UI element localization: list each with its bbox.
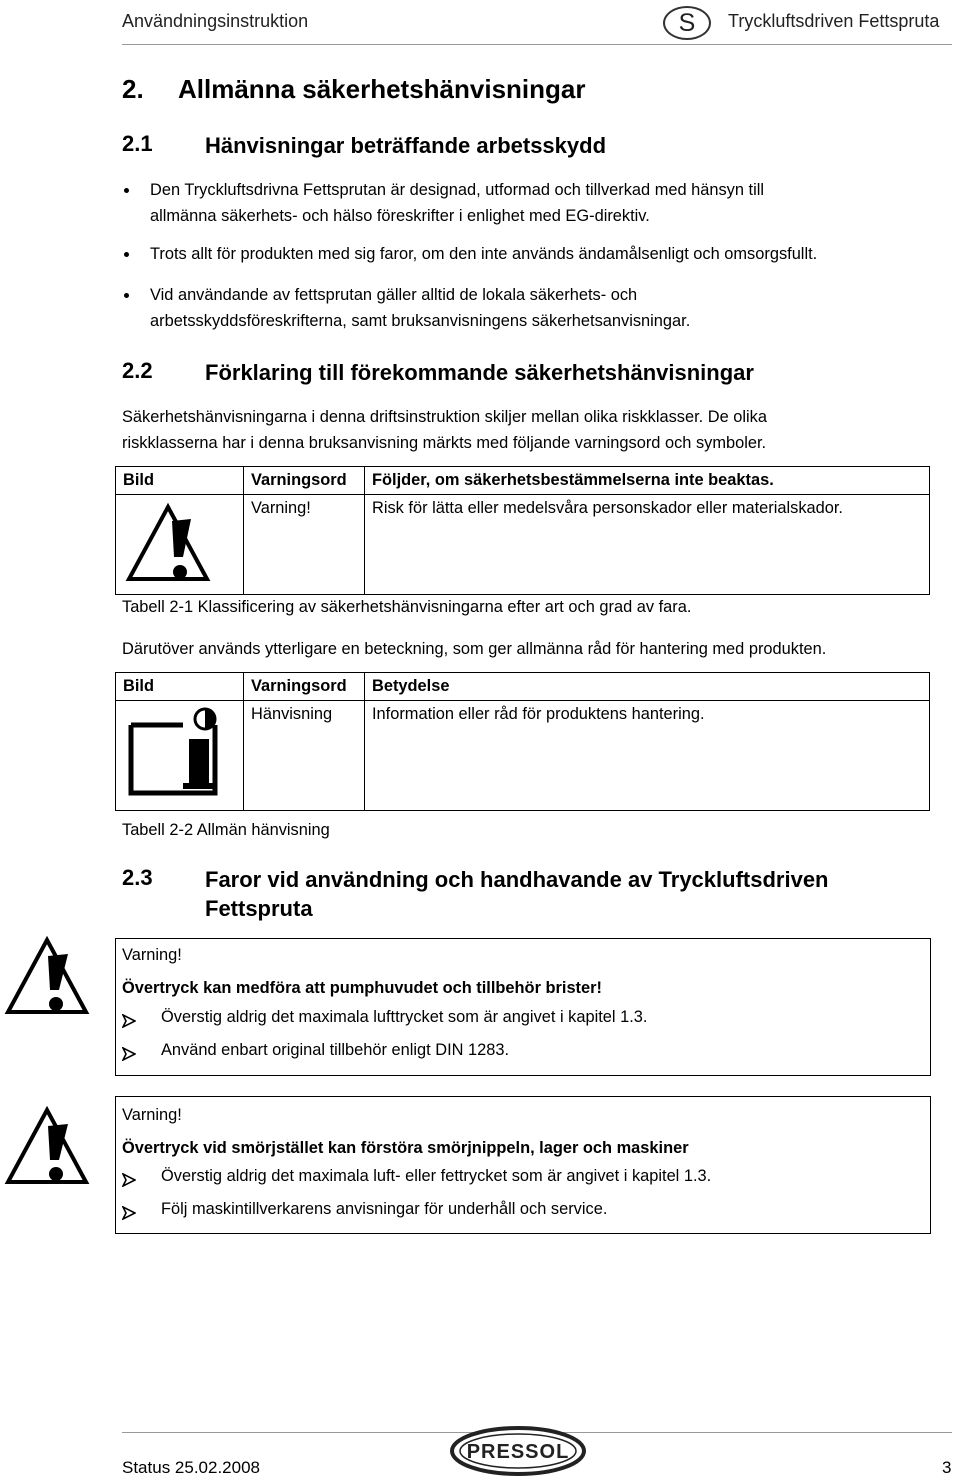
bullet-dot [124,293,129,298]
table-caption-1: Tabell 2-1 Klassificering av säkerhetshänvisningarna efter art och grad av fara. [122,598,692,616]
table-header-bild: Bild [116,673,244,701]
warning-1-label: Varning! [122,946,182,964]
table-header-varningsord: Varningsord [244,673,365,701]
table-header-bild: Bild [116,467,244,495]
warning-triangle-icon [123,499,213,585]
header-rule [122,44,952,45]
table-cell-word: Varning! [244,495,365,595]
table-cell-text: Risk för lätta eller medelsvåra personskador eller materialskador. [365,495,930,595]
table-cell-image [116,495,244,595]
warning-triangle-icon [4,936,90,1016]
footer-status: Status 25.02.2008 [122,1458,261,1477]
warning-2-headline: Övertryck vid smörjstället kan förstöra smörjnippeln, lager och maskiner [122,1139,689,1157]
bullet-item-2: Trots allt för produkten med sig faror, om den inte används ändamålsenligt och omsorgsfullt. [150,241,940,267]
section-2-2-heading: 2.2 Förklaring till förekommande säkerhetshänvisningar [122,358,754,385]
warning-2-item-1: Överstig aldrig det maximala luft- eller fettrycket som är angivet i kapitel 1.3. [122,1167,711,1186]
section-2-2-intro: Säkerhetshänvisningarna i denna driftsinstruktion skiljer mellan olika riskklasser. De olika riskklasserna har i denna bruksanvisning märkts med följande varningsord och symboler. [122,408,767,452]
bullet-dot [124,188,129,193]
header-right-title: Tryckluftsdriven Fettspruta [728,11,940,31]
info-sign-icon [123,705,223,801]
table-header-meaning: Betydelse [365,673,930,701]
section-2-heading: 2. Allmänna säkerhetshänvisningar [122,74,586,104]
header-logo: S [663,6,711,40]
general-note-table [115,672,930,811]
section-2-1-heading: 2.1 Hänvisningar beträffande arbetsskydd [122,131,607,158]
warning-2-item-2: Följ maskintillverkarens anvisningar för underhåll och service. [122,1200,607,1219]
table-cell-image [116,701,244,811]
arrow-bullet-icon [122,1173,136,1187]
table-caption-2: Tabell 2-2 Allmän hänvisning [122,821,330,839]
arrow-bullet-icon [122,1014,136,1028]
warning-1-item-1: Överstig aldrig det maximala lufttrycket som är angivet i kapitel 1.3. [122,1008,647,1027]
warning-1-headline: Övertryck kan medföra att pumphuvudet och tillbehör brister! [122,979,602,997]
section-2-3-heading: 2.3 Faror vid användning och handhavande av Tryckluftsdriven Fettspruta [122,865,829,921]
footer-page-number: 3 [942,1458,952,1477]
warning-2-label: Varning! [122,1106,182,1124]
bullet-item-3: Vid användande av fettsprutan gäller alltid de lokala säkerhets- och arbetsskyddsföreskrifterna, samt bruksanvisningens säkerhetsanvisningar. [150,282,940,334]
header-left-title: Användningsinstruktion [122,11,309,31]
table-header-consequences: Följder, om säkerhetsbestämmelserna inte beaktas. [365,467,930,495]
bullet-item-1: Den Tryckluftsdrivna Fettsprutan är designad, utformad och tillverkad med hänsyn till allmänna säkerhets- och hälso föreskrifter i enlighet med EG-direktiv. [150,177,940,229]
bullet-dot [124,252,129,257]
table-cell-text: Information eller råd för produktens hantering. [365,701,930,811]
table-header-varningsord: Varningsord [244,467,365,495]
warning-1-item-2: Använd enbart original tillbehör enligt DIN 1283. [122,1041,509,1060]
general-note-paragraph: Därutöver används ytterligare en beteckning, som ger allmänna råd för hantering med produkten. [122,640,827,658]
arrow-bullet-icon [122,1047,136,1061]
risk-class-table [115,466,930,595]
table-cell-word: Hänvisning [244,701,365,811]
arrow-bullet-icon [122,1206,136,1220]
pressol-logo-text: PRESSOL [466,1441,570,1463]
warning-triangle-icon [4,1106,90,1186]
pressol-logo [448,1425,588,1477]
